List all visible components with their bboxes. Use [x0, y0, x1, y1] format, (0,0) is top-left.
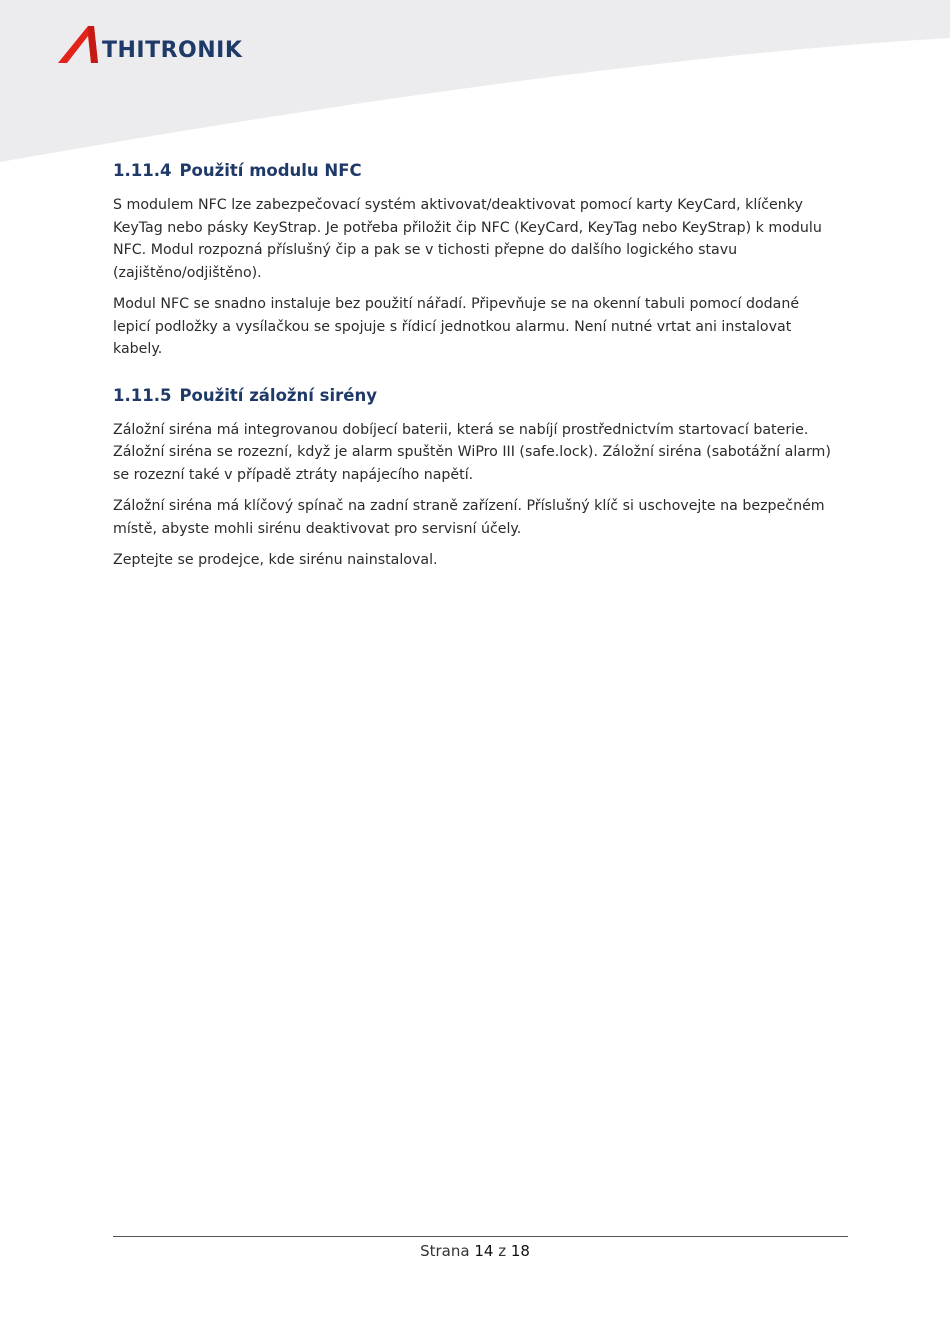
thitronik-logo — [58, 24, 242, 64]
page-footer — [0, 1242, 950, 1260]
paragraph: S modulem NFC lze zabezpečovací systém aktivovat/deaktivovat pomocí karty KeyCard, klíčenky KeyTag nebo pásky KeyStrap. Je potřeba přiložit čip NFC (KeyCard, KeyTag nebo KeyStrap) k modulu NFC. Modul rozpozná příslušný čip a pak se v tichosti přepne do dalšího logického stavu (zajištěno/odjištěno). — [113, 197, 822, 281]
total-page-count: 18 — [510, 1242, 530, 1260]
footer-prefix: Strana — [420, 1242, 470, 1260]
current-page-number: 14 — [474, 1242, 494, 1260]
footer-separator: z — [498, 1242, 507, 1260]
section-number: 1.11.5 — [113, 385, 172, 405]
section-heading — [113, 385, 838, 407]
document-body — [113, 160, 838, 596]
paragraph: Modul NFC se snadno instaluje bez použití nářadí. Připevňuje se na okenní tabuli pomocí dodané lepicí podložky a vysílačkou se spojuje s řídicí jednotkou alarmu. Není nutné vrtat ani instalovat kabely. — [113, 296, 800, 357]
section-nfc — [113, 160, 838, 361]
section-backup-siren — [113, 385, 838, 572]
paragraph: Záložní siréna má klíčový spínač na zadní straně zařízení. Příslušný klíč si uschovejte na bezpečném místě, abyste mohli sirénu deaktivovat pro servisní účely. — [113, 498, 825, 537]
section-number: 1.11.4 — [113, 161, 172, 180]
logo-text: THITRONIK — [102, 38, 243, 63]
section-title: Použití modulu NFC — [179, 161, 362, 180]
section-heading — [113, 160, 838, 182]
paragraph: Záložní siréna má integrovanou dobíjecí baterii, která se nabíjí prostřednictvím startovací baterie. Záložní siréna se rozezní, když je alarm spuštěn WiPro III (safe.lock). Záložní siréna (sabotážní alarm) se rozezní také v případě ztráty napájecího napětí. — [113, 421, 831, 483]
paragraph: Zeptejte se prodejce, kde sirénu nainstaloval. — [113, 552, 438, 568]
logo-mark-icon — [58, 24, 100, 64]
footer-divider — [113, 1236, 848, 1237]
section-title: Použití záložní sirény — [179, 385, 377, 405]
